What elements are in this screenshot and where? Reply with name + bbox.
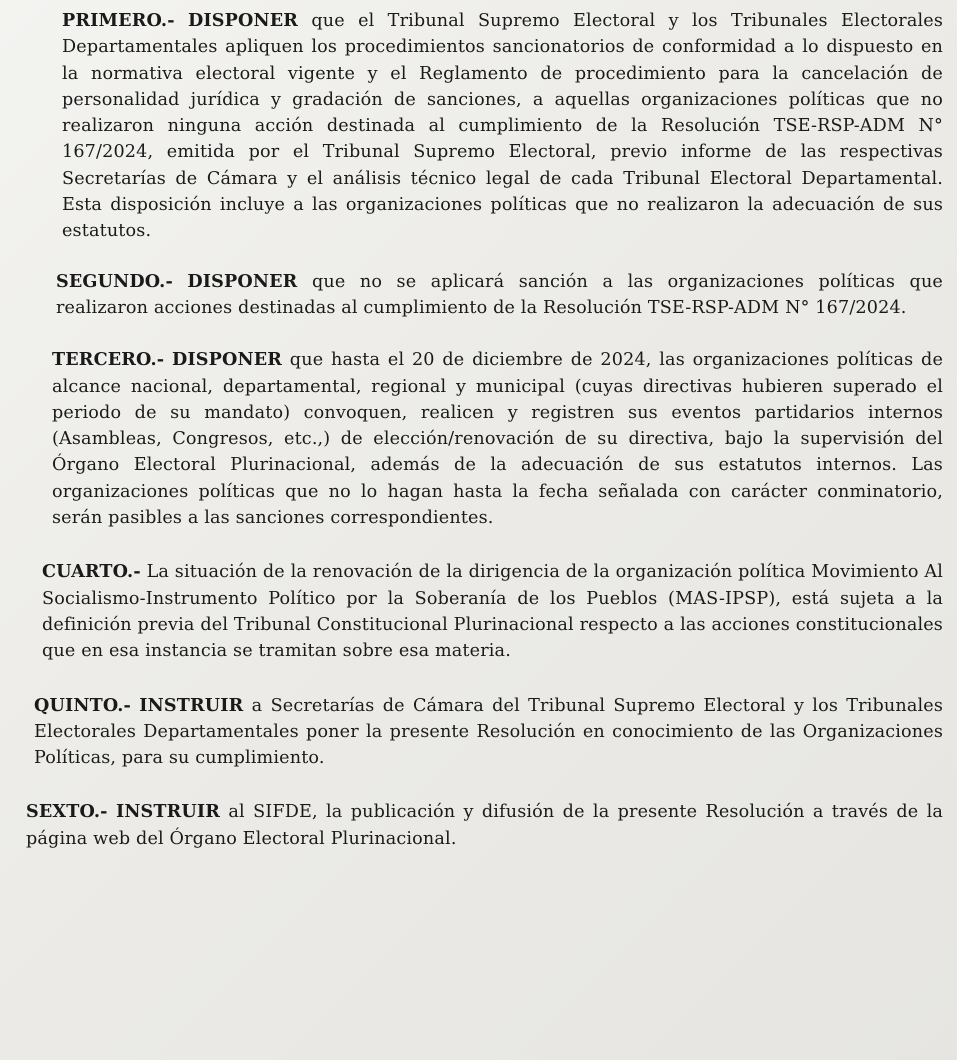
clause-cuarto [42,559,943,664]
clause-verb: DISPONER [171,349,283,371]
clause-verb: INSTRUIR [115,801,221,823]
clause-text: que el Tribunal Supremo Electoral y los Tribunales Electorales Departamentales apliquen los procedimientos sancionatorios de conformidad a lo dispuesto en la normativa electoral vigente y el Reglamento de procedimiento para la cancelación de personalidad jurídica y gradación de sanciones, a aquellas organizaciones políticas que no realizaron ninguna acción destinada al cumplimiento de la Resolución TSE-RSP-ADM N° 167/2024, emitida por el Tribunal Supremo Electoral, previo informe de las respectivas Secretarías de Cámara y el análisis técnico legal de cada Tribunal Electoral Departamental. Esta disposición incluye a las organizaciones políticas que no realizaron la adecuación de sus estatutos. [62,11,944,242]
clause-heading: TERCERO.- [52,349,165,371]
clause-heading: SEXTO.- [26,801,108,823]
clause-text: que hasta el 20 de diciembre de 2024, las organizaciones políticas de alcance nacional, departamental, regional y municipal (cuyas directivas hubieren superado el periodo de su mandato) convoquen, realicen y registren sus eventos partidarios internos (Asambleas, Congresos, etc.,) de elección/renovación de su directiva, bajo la supervisión del Órgano Electoral Plurinacional, además de la adecuación de sus estatutos internos. Las organizaciones políticas que no lo hagan hasta la fecha señalada con carácter conminatorio, serán pasibles a las sanciones correspondientes. [52,350,944,529]
clause-heading: QUINTO.- [34,694,131,716]
clause-primero [62,8,943,245]
clause-sexto [26,799,943,852]
clause-verb: DISPONER [187,270,298,292]
clause-tercero [52,347,943,531]
clause-heading: PRIMERO.- [62,10,175,31]
clause-text: La situación de la renovación de la dirigencia de la organización política Movimiento Al Socialismo-Instrumento Político por la Soberanía de los Pueblos (MAS-IPSP), está sujeta a la definición previa del Tribunal Constitucional Plurinacional respecto a las acciones constitucionales que en esa instancia se tramitan sobre esa materia. [42,562,944,662]
clause-text: a Secretarías de Cámara del Tribunal Supremo Electoral y los Tribunales Electorales Departamentales poner la presente Resolución en conocimiento de las Organizaciones Políticas, para su cumplimiento. [34,695,944,769]
clause-verb: INSTRUIR [139,694,244,716]
clause-heading: CUARTO.- [42,561,141,583]
clause-text: que no se aplicará sanción a las organizaciones políticas que realizaron acciones destinadas al cumplimiento de la Resolución TSE-RSP-ADM N° 167/2024. [56,271,943,318]
clause-text: al SIFDE, la publicación y difusión de la presente Resolución a través de la página web del Órgano Electoral Plurinacional. [26,802,943,849]
clause-verb: DISPONER [187,10,299,31]
clause-segundo [56,269,943,322]
clause-heading: SEGUNDO.- [56,270,173,292]
clause-quinto [34,693,943,772]
